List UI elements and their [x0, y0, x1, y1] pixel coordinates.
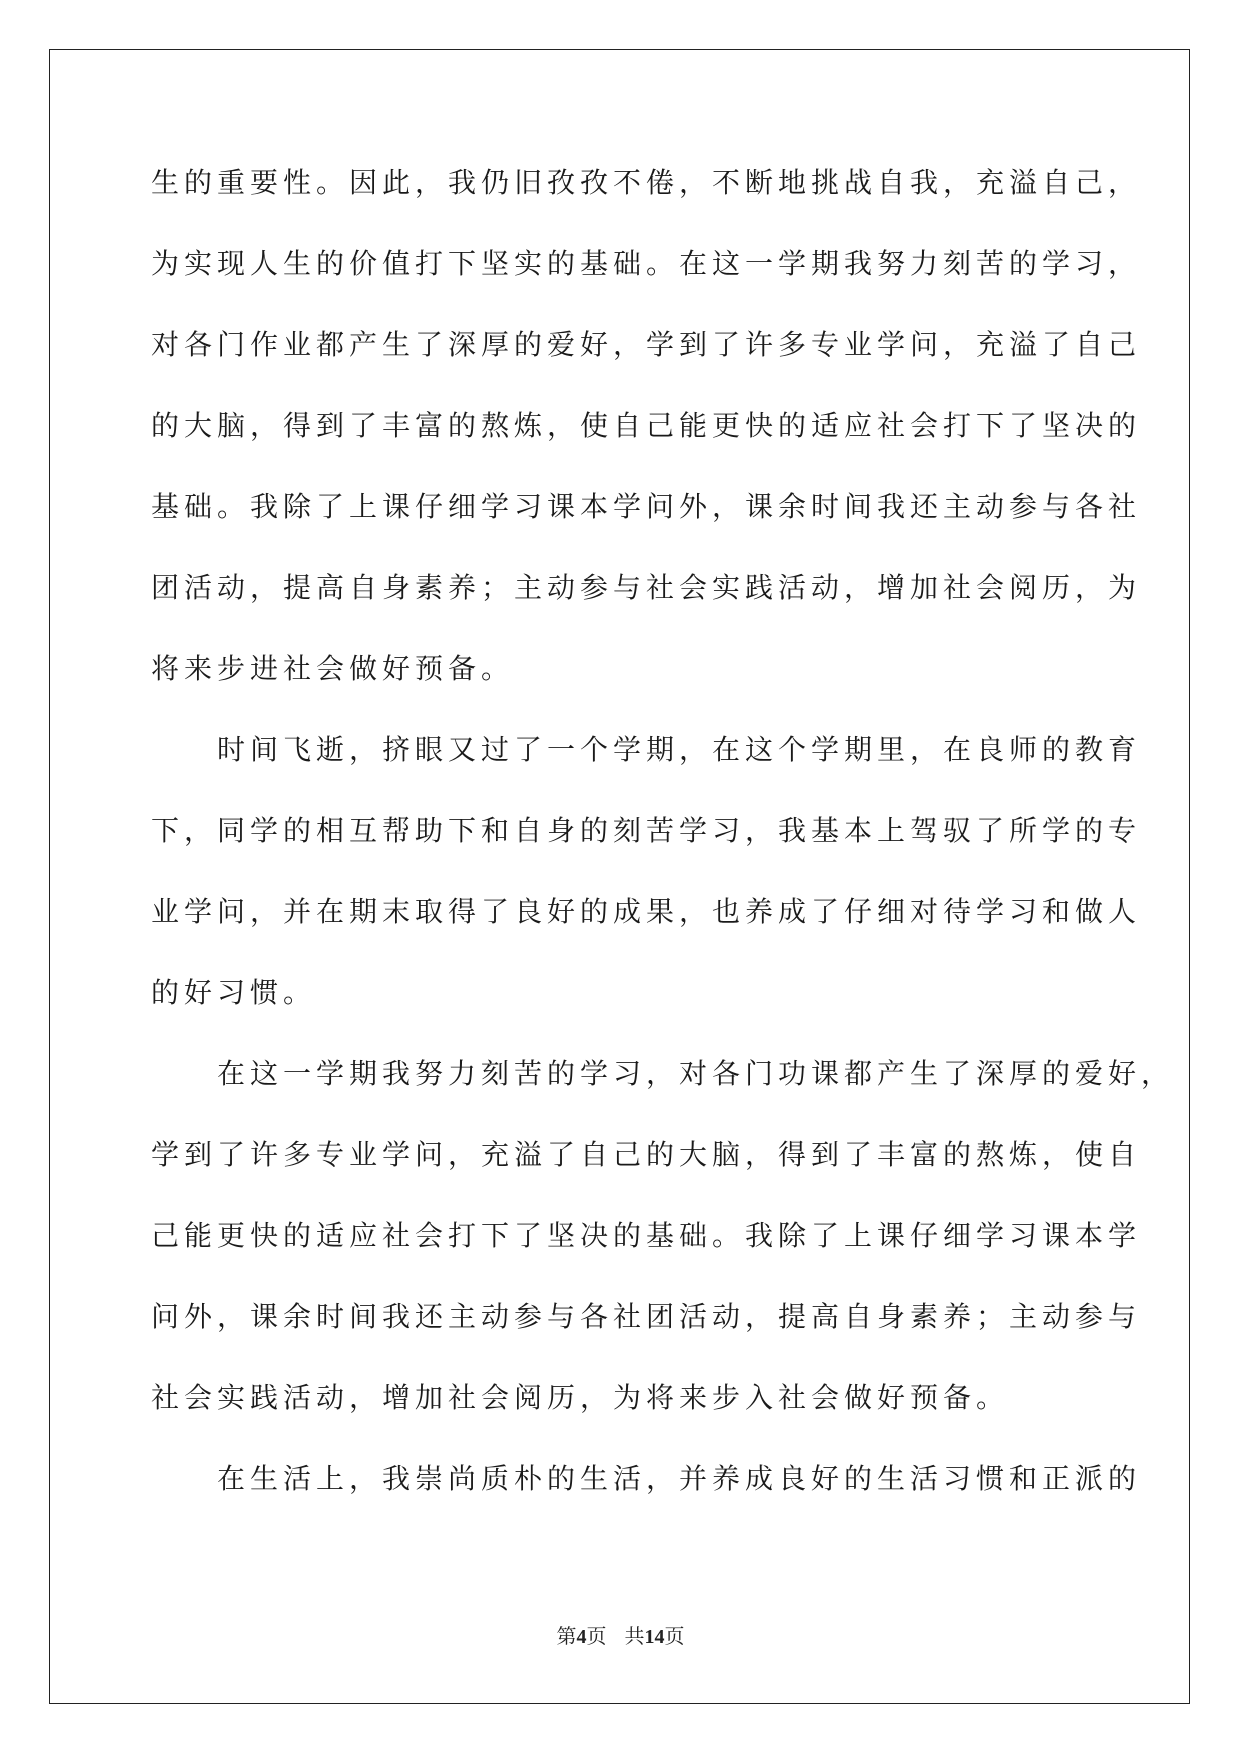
footer-total-prefix: 共: [624, 1626, 645, 1648]
footer-prefix: 第: [556, 1626, 577, 1648]
page-number-footer: [0, 1620, 1241, 1649]
paragraph-first-line: 在生活上，我崇尚质朴的生活，并养成良好的生活习惯和正派的: [217, 1462, 1142, 1495]
body-line: 对各门作业都产生了深厚的爱好，学到了许多专业学问，充溢了自己: [151, 328, 1142, 361]
body-line: 问外，课余时间我还主动参与各社团活动，提高自身素养；主动参与: [151, 1300, 1142, 1333]
body-line: 为实现人生的价值打下坚实的基础。在这一学期我努力刻苦的学习，: [151, 247, 1142, 280]
body-line: 业学问，并在期末取得了良好的成果，也养成了仔细对待学习和做人: [151, 895, 1142, 928]
total-pages-number: 14: [644, 1626, 665, 1648]
body-line: 社会实践活动，增加社会阅历，为将来步入社会做好预备。: [151, 1381, 1010, 1414]
document-body: [151, 155, 1175, 1532]
body-line: 团活动，提高自身素养；主动参与社会实践活动，增加社会阅历，为: [151, 571, 1142, 604]
paragraph-first-line: 在这一学期我努力刻苦的学习，对各门功课都产生了深厚的爱好，: [217, 1057, 1175, 1090]
body-line: 的好习惯。: [151, 976, 317, 1009]
footer-total-suffix: 页: [664, 1626, 685, 1648]
paragraph-first-line: 时间飞逝，挤眼又过了一个学期，在这个学期里，在良师的教育: [217, 733, 1142, 766]
body-line: 己能更快的适应社会打下了坚决的基础。我除了上课仔细学习课本学: [151, 1219, 1142, 1252]
body-line: 的大脑，得到了丰富的熬炼，使自己能更快的适应社会打下了坚决的: [151, 409, 1142, 442]
body-line: 下，同学的相互帮助下和自身的刻苦学习，我基本上驾驭了所学的专: [151, 814, 1142, 847]
body-line: 将来步进社会做好预备。: [151, 652, 515, 685]
body-line: 学到了许多专业学问，充溢了自己的大脑，得到了丰富的熬炼，使自: [151, 1138, 1142, 1171]
current-page-number: 4: [576, 1626, 587, 1648]
body-line: 基础。我除了上课仔细学习课本学问外，课余时间我还主动参与各社: [151, 490, 1142, 523]
footer-page-suffix: 页: [586, 1626, 607, 1648]
body-line: 生的重要性。因此，我仍旧孜孜不倦，不断地挑战自我，充溢自己，: [151, 166, 1142, 199]
